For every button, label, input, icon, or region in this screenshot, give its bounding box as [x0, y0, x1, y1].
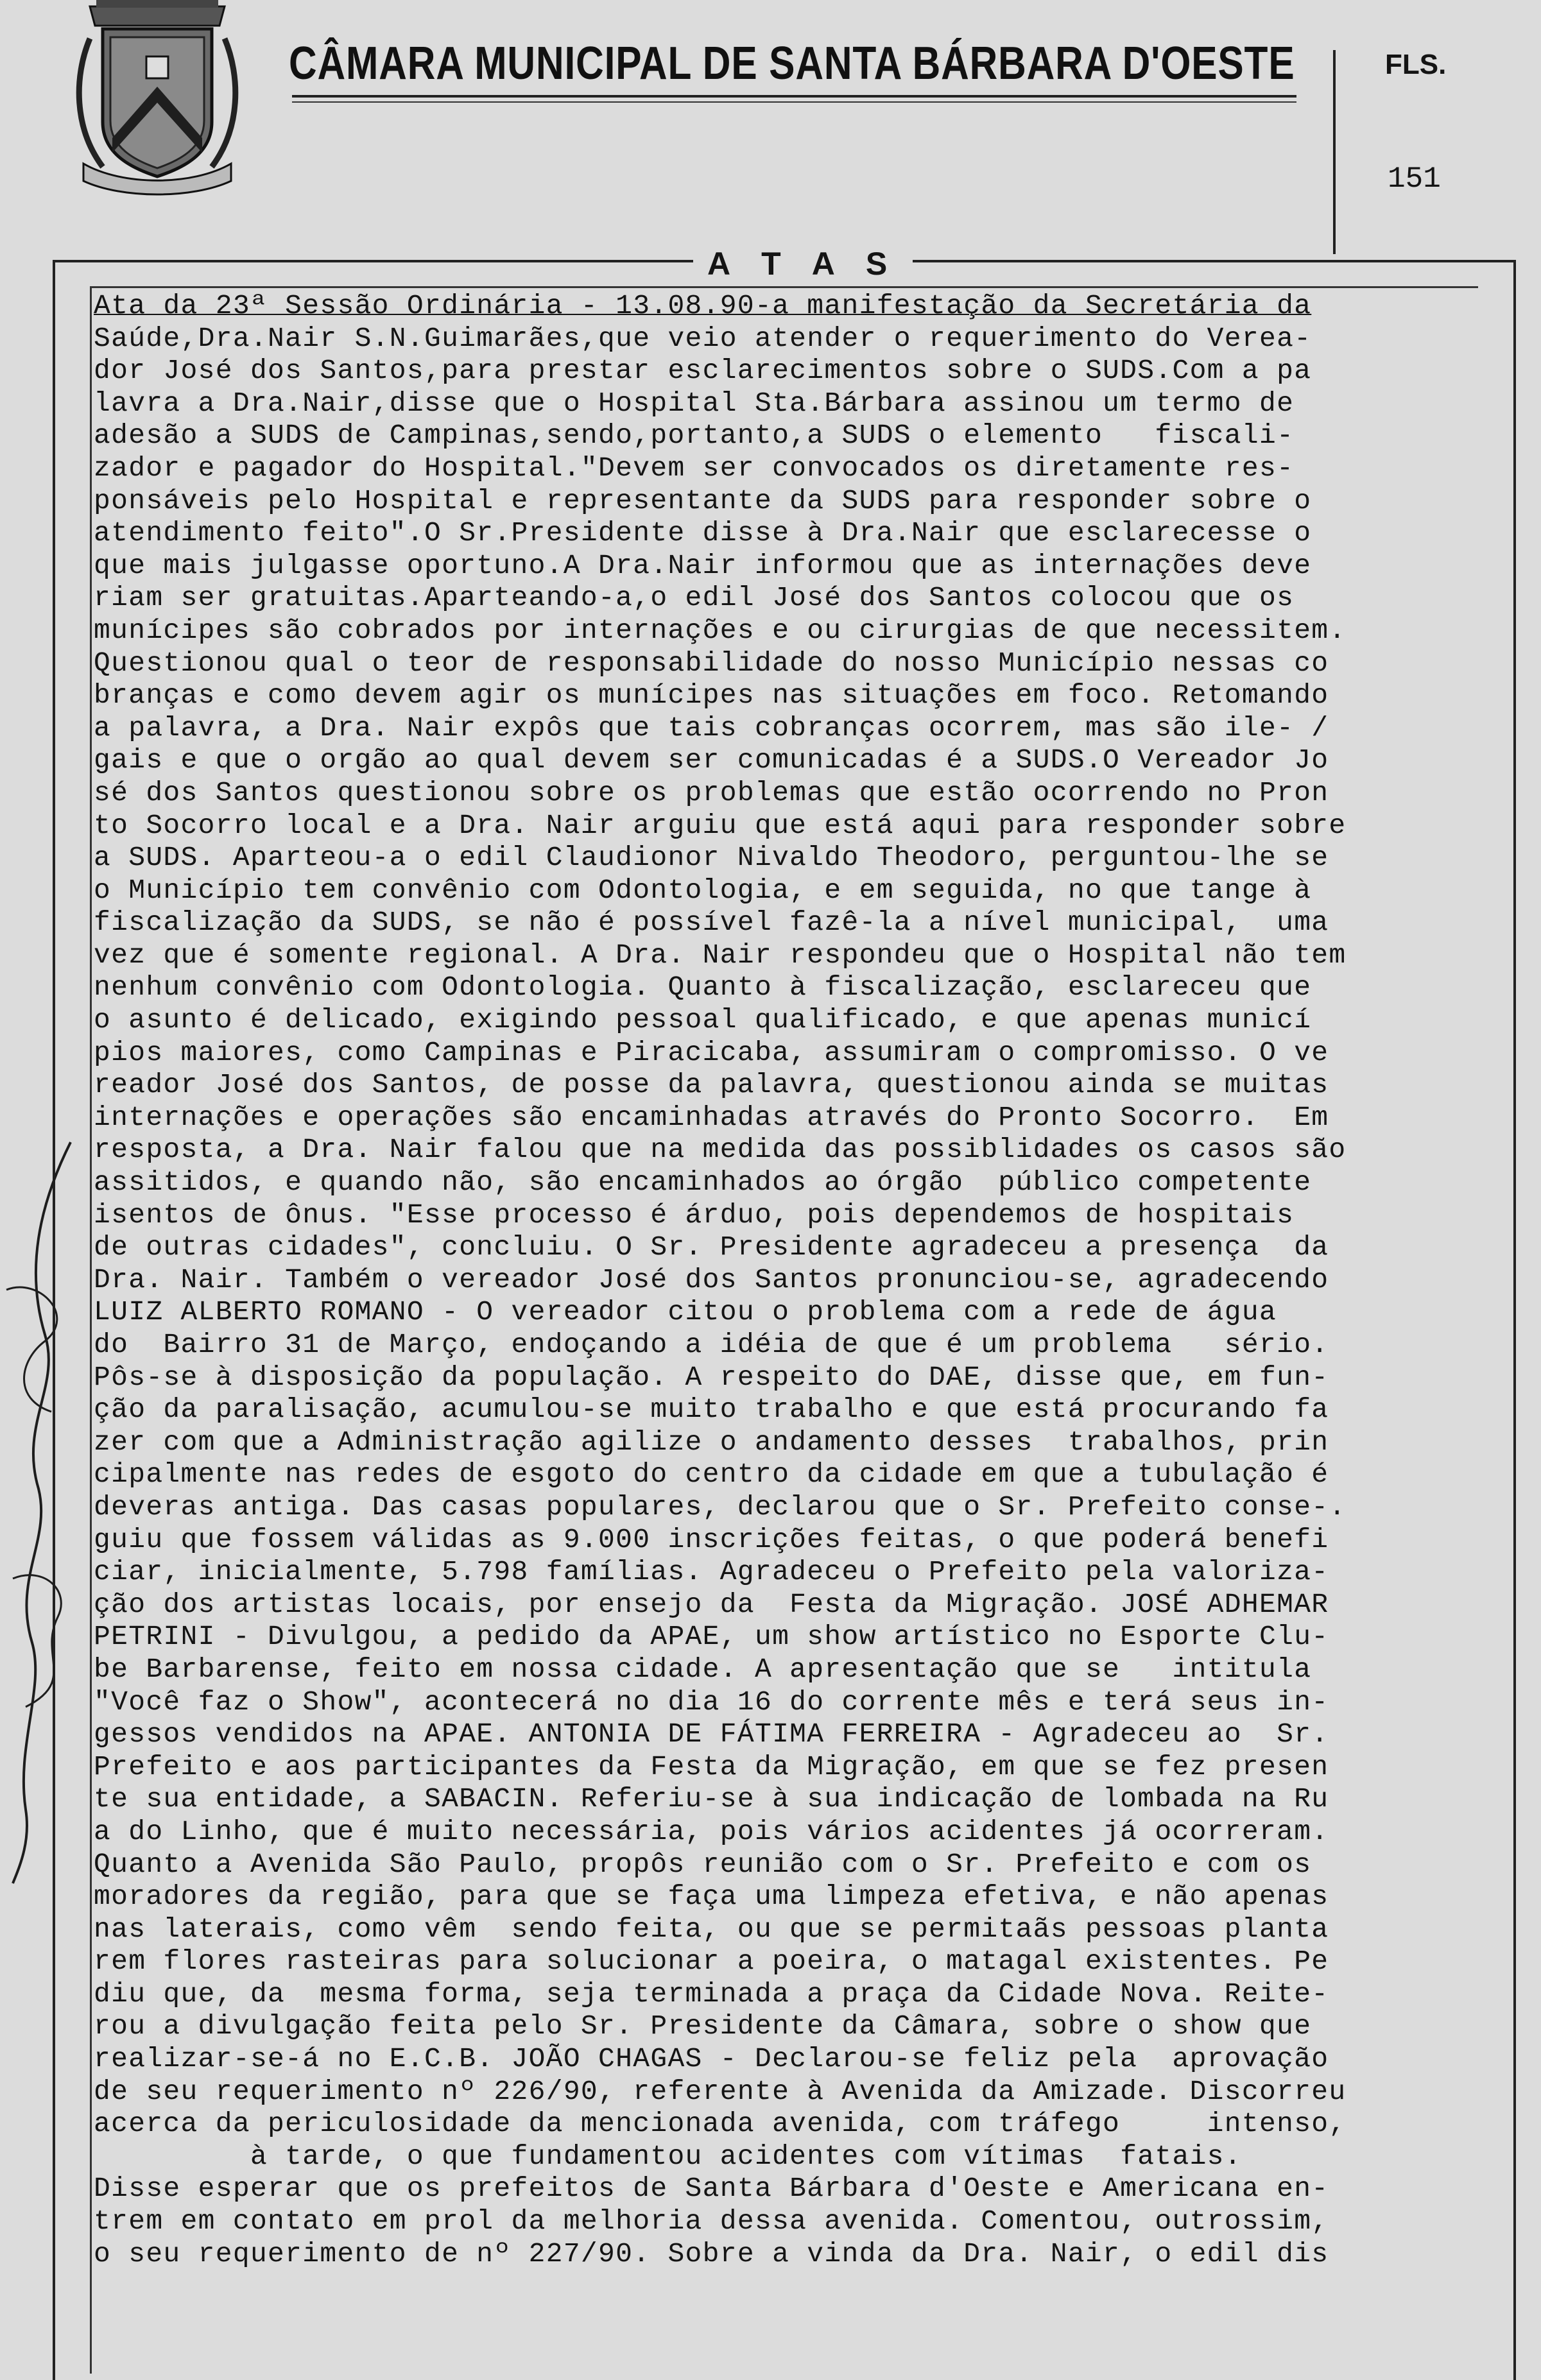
text-line: rou a divulgação feita pelo Sr. Presidente da Câmara, sobre o show que — [94, 2010, 1312, 2042]
text-line: do Bairro 31 de Março, endoçando a idéia de que é um problema sério. — [94, 1329, 1329, 1360]
text-line: a palavra, a Dra. Nair expôs que tais cobranças ocorrem, mas são ile- / — [94, 712, 1329, 744]
text-line: isentos de ônus. "Esse processo é árduo, pois dependemos de hospitais — [94, 1199, 1295, 1231]
text-line: assitidos, e quando não, são encaminhados ao órgão público competente — [94, 1167, 1312, 1199]
text-line: Disse esperar que os prefeitos de Santa Bárbara d'Oeste e Americana en- — [94, 2173, 1329, 2205]
header-rule-thin — [292, 101, 1296, 103]
folio-number: 151 — [1388, 162, 1441, 196]
text-line: rem flores rasteiras para solucionar a poeira, o matagal existentes. Pe — [94, 1946, 1329, 1978]
text-line: atendimento feito".O Sr.Presidente disse à Dra.Nair que esclarecesse o — [94, 517, 1312, 549]
text-line: to Socorro local e a Dra. Nair arguiu que está aqui para responder sobre — [94, 809, 1347, 841]
minutes-text — [94, 290, 1506, 2270]
text-line: gais e que o orgão ao qual devem ser comunicadas é a SUDS.O Vereador Jo — [94, 744, 1329, 776]
text-line: ção dos artistas locais, por ensejo da Festa da Migração. JOSÉ ADHEMAR — [94, 1588, 1329, 1620]
text-line: nas laterais, como vêm sendo feita, ou que se permitaãs pessoas planta — [94, 1913, 1329, 1945]
text-line: lavra a Dra.Nair,disse que o Hospital Sta.Bárbara assinou um termo de — [94, 387, 1295, 419]
text-line: ciar, inicialmente, 5.798 famílias. Agradeceu o Prefeito pela valoriza- — [94, 1556, 1329, 1588]
text-line: sé dos Santos questionou sobre os problemas que estão ocorrendo no Pron — [94, 776, 1329, 809]
text-line: PETRINI - Divulgou, a pedido da APAE, um show artístico no Esporte Clu- — [94, 1621, 1329, 1653]
text-line: Questionou qual o teor de responsabilidade do nosso Município nessas co — [94, 647, 1329, 679]
text-line: Prefeito e aos participantes da Festa da Migração, em que se fez presen — [94, 1751, 1329, 1783]
text-line: que mais julgasse oportuno.A Dra.Nair informou que as internações deve — [94, 549, 1312, 581]
text-line: a SUDS. Aparteou-a o edil Claudionor Nivaldo Theodoro, perguntou-lhe se — [94, 842, 1329, 874]
text-line: gessos vendidos na APAE. ANTONIA DE FÁTIMA FERREIRA - Agradeceu ao Sr. — [94, 1718, 1329, 1751]
text-line: LUIZ ALBERTO ROMANO - O vereador citou o problema com a rede de água — [94, 1296, 1277, 1328]
section-title: A T A S — [693, 245, 913, 282]
municipal-crest-icon — [71, 0, 244, 196]
text-line: munícipes são cobrados por internações e ou cirurgias de que necessitem. — [94, 614, 1347, 646]
text-line: de seu requerimento nº 226/90, referente à Avenida da Amizade. Discorreu — [94, 2075, 1347, 2107]
text-line: Quanto a Avenida São Paulo, propôs reunião com o Sr. Prefeito e com os — [94, 1848, 1312, 1880]
text-line: Pôs-se à disposição da população. A respeito do DAE, disse que, em fun- — [94, 1361, 1329, 1393]
folio-divider — [1333, 50, 1336, 254]
text-line: trem em contato em prol da melhoria dessa avenida. Comentou, outrossim, — [94, 2205, 1329, 2238]
text-line: cipalmente nas redes de esgoto do centro da cidade em que a tubulação é — [94, 1459, 1329, 1491]
text-line: dor José dos Santos,para prestar esclarecimentos sobre o SUDS.Com a pa — [94, 355, 1312, 387]
text-line: zador e pagador do Hospital."Devem ser convocados os diretamente res- — [94, 452, 1295, 484]
text-line: te sua entidade, a SABACIN. Referiu-se à sua indicação de lombada na Ru — [94, 1783, 1329, 1815]
text-line: zer com que a Administração agilize o andamento desses trabalhos, prin — [94, 1426, 1329, 1458]
text-line: resposta, a Dra. Nair falou que na medida das possiblidades os casos são — [94, 1134, 1347, 1166]
text-line: moradores da região, para que se faça uma limpeza efetiva, e não apenas — [94, 1881, 1329, 1913]
text-line: Saúde,Dra.Nair S.N.Guimarães,que veio atender o requerimento do Verea- — [94, 322, 1312, 354]
text-line: à tarde, o que fundamentou acidentes com vítimas fatais. — [94, 2140, 1242, 2172]
text-line: o Município tem convênio com Odontologia, e em seguida, no que tange à — [94, 874, 1312, 906]
text-line: pios maiores, como Campinas e Piracicaba, assumiram o compromisso. O ve — [94, 1036, 1329, 1068]
text-line: ponsáveis pelo Hospital e representante da SUDS para responder sobre o — [94, 484, 1312, 517]
text-line: o asunto é delicado, exigindo pessoal qualificado, e que apenas municí — [94, 1004, 1312, 1036]
text-line: Dra. Nair. Também o vereador José dos Santos pronunciou-se, agradecendo — [94, 1263, 1329, 1296]
text-line: "Você faz o Show", acontecerá no dia 16 do corrente mês e terá seus in- — [94, 1686, 1329, 1718]
text-line: be Barbarense, feito em nossa cidade. A apresentação que se intitula — [94, 1653, 1312, 1685]
handwritten-signature — [0, 1129, 96, 1887]
text-line: a do Linho, que é muito necessária, pois vários acidentes já ocorreram. — [94, 1815, 1329, 1847]
text-line: nenhum convênio com Odontologia. Quanto à fiscalização, esclareceu que — [94, 972, 1312, 1004]
text-line: guiu que fossem válidas as 9.000 inscrições feitas, o que poderá benefi — [94, 1523, 1329, 1555]
text-line: reador José dos Santos, de posse da palavra, questionou ainda se muitas — [94, 1069, 1329, 1101]
text-line: internações e operações são encaminhadas através do Pronto Socorro. Em — [94, 1101, 1329, 1133]
text-line: ção da paralisação, acumulou-se muito trabalho e que está procurando fa — [94, 1394, 1329, 1426]
text-line: o seu requerimento de nº 227/90. Sobre a vinda da Dra. Nair, o edil dis — [94, 2238, 1329, 2270]
text-line: de outras cidades", concluiu. O Sr. Presidente agradeceu a presença da — [94, 1231, 1329, 1263]
institution-title: CÂMARA MUNICIPAL DE SANTA BÁRBARA D'OESTE — [289, 38, 1295, 89]
text-line: branças e como devem agir os munícipes nas situações em foco. Retomando — [94, 680, 1329, 712]
text-line: fiscalização da SUDS, se não é possível fazê-la a nível municipal, uma — [94, 907, 1329, 939]
text-line: diu que, da mesma forma, seja terminada a praça da Cidade Nova. Reite- — [94, 1978, 1329, 2010]
text-line: realizar-se-á no E.C.B. JOÃO CHAGAS - Declarou-se feliz pela aprovação — [94, 2043, 1329, 2075]
text-line: Ata da 23ª Sessão Ordinária - 13.08.90-a manifestação da Secretária da — [94, 290, 1312, 321]
text-line: deveras antiga. Das casas populares, declarou que o Sr. Prefeito conse-. — [94, 1491, 1347, 1523]
text-line: adesão a SUDS de Campinas,sendo,portanto,a SUDS o elemento fiscali- — [94, 420, 1295, 452]
text-line: vez que é somente regional. A Dra. Nair respondeu que o Hospital não tem — [94, 939, 1347, 971]
text-line: acerca da periculosidade da mencionada avenida, com tráfego intenso, — [94, 2108, 1347, 2140]
header-rule — [292, 95, 1296, 98]
text-line: riam ser gratuitas.Aparteando-a,o edil José dos Santos colocou que os — [94, 582, 1295, 614]
folio-label: FLS. — [1385, 49, 1447, 80]
